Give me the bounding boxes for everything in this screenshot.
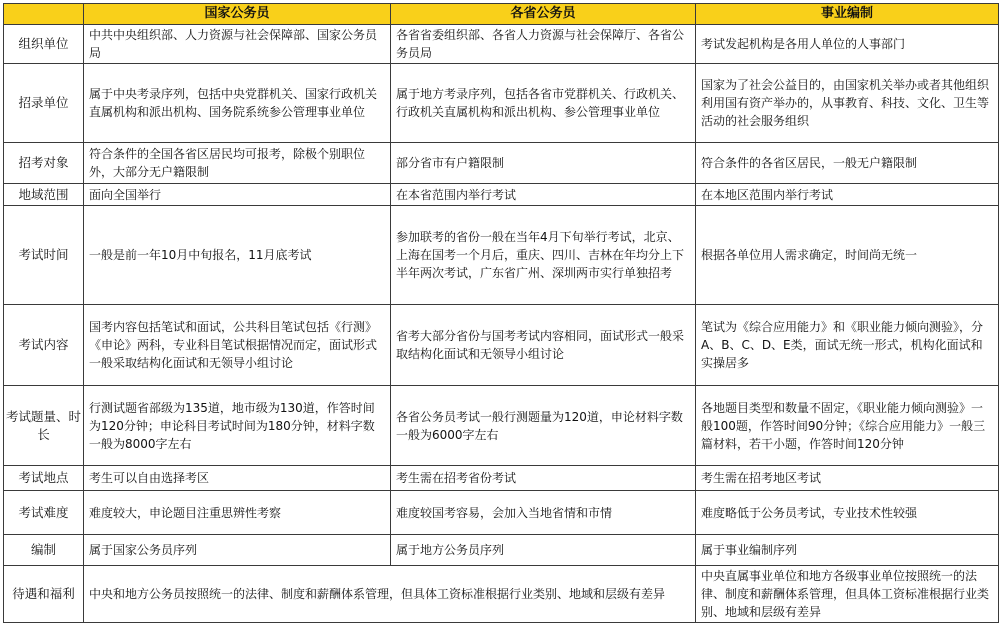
row-label: 招录单位 [4,64,84,143]
header-national: 国家公务员 [84,4,391,25]
header-provincial: 各省公务员 [391,4,696,25]
cell-institution: 难度略低于公务员考试，专业技术性较强 [696,491,999,535]
cell-institution: 中央直属事业单位和地方各级事业单位按照统一的法律、制度和薪酬体系管理，但具体工资标准根据行业类别、地域和层级有差异 [696,565,999,622]
table-row [4,25,999,64]
row-label: 考试题量、时长 [4,386,84,466]
table-row [4,465,999,490]
cell-national: 难度较大，申论题目注重思辨性考察 [84,491,391,535]
table-row [4,64,999,143]
table-row [4,565,999,622]
cell-institution: 符合条件的各省区居民，一般无户籍限制 [696,142,999,183]
cell-provincial: 属于地方考录序列，包括各省市党群机关、行政机关、行政机关直属机构和派出机构、参公管理事业单位 [391,64,696,143]
row-label: 地域范围 [4,184,84,206]
cell-national: 一般是前一年10月中旬报名，11月底考试 [84,206,391,305]
cell-national: 行测试题省部级为135道，地市级为130道，作答时间为120分钟；申论科目考试时间为180分钟，材料字数一般为8000字左右 [84,386,391,466]
cell-merged-civil-servant: 中央和地方公务员按照统一的法律、制度和薪酬体系管理，但具体工资标准根据行业类别、地域和层级有差异 [84,565,696,622]
cell-provincial: 各省省委组织部、各省人力资源与社会保障厅、各省公务员局 [391,25,696,64]
table-row [4,142,999,183]
cell-provincial: 省考大部分省份与国考考试内容相同，面试形式一般采取结构化面试和无领导小组讨论 [391,304,696,386]
row-label: 考试内容 [4,304,84,386]
cell-national: 面向全国举行 [84,184,391,206]
cell-national: 属于国家公务员序列 [84,535,391,565]
row-label: 组织单位 [4,25,84,64]
table-row [4,491,999,535]
cell-provincial: 属于地方公务员序列 [391,535,696,565]
cell-institution: 笔试为《综合应用能力》和《职业能力倾向测验》，分A、B、C、D、E类，面试无统一形式，机构化面试和实操居多 [696,304,999,386]
cell-provincial: 参加联考的省份一般在当年4月下旬举行考试，北京、上海在国考一个月后，重庆、四川、吉林在年均分上下半年两次考试，广东省广州、深圳两市实行单独招考 [391,206,696,305]
table-row [4,535,999,565]
cell-institution: 考生需在招考地区考试 [696,465,999,490]
table-row [4,206,999,305]
cell-national: 属于中央考录序列，包括中央党群机关、国家行政机关直属机构和派出机构、国务院系统参公管理事业单位 [84,64,391,143]
cell-provincial: 各省公务员考试一般行测题量为120道，申论材料字数一般为6000字左右 [391,386,696,466]
header-corner [4,4,84,25]
cell-national: 符合条件的全国各省区居民均可报考，除极个别职位外，大部分无户籍限制 [84,142,391,183]
row-label: 考试难度 [4,491,84,535]
row-label: 招考对象 [4,142,84,183]
cell-institution: 国家为了社会公益目的，由国家机关举办或者其他组织利用国有资产举办的，从事教育、科技、文化、卫生等活动的社会服务组织 [696,64,999,143]
table-row [4,304,999,386]
row-label: 考试地点 [4,465,84,490]
cell-institution: 各地题目类型和数量不固定，《职业能力倾向测验》一般100题，作答时间90分钟；《综合应用能力》一般三篇材料，若干小题，作答时间120分钟 [696,386,999,466]
cell-provincial: 部分省市有户籍限制 [391,142,696,183]
cell-provincial: 在本省范围内举行考试 [391,184,696,206]
cell-national: 考生可以自由选择考区 [84,465,391,490]
cell-national: 国考内容包括笔试和面试，公共科目笔试包括《行测》《申论》两科，专业科目笔试根据情况而定，面试形式一般采取结构化面试和无领导小组讨论 [84,304,391,386]
cell-provincial: 难度较国考容易，会加入当地省情和市情 [391,491,696,535]
cell-institution: 属于事业编制序列 [696,535,999,565]
comparison-table [3,3,999,623]
cell-institution: 考试发起机构是各用人单位的人事部门 [696,25,999,64]
row-label: 待遇和福利 [4,565,84,622]
cell-institution: 根据各单位用人需求确定，时间尚无统一 [696,206,999,305]
row-label: 考试时间 [4,206,84,305]
header-institution: 事业编制 [696,4,999,25]
row-label: 编制 [4,535,84,565]
cell-national: 中共中央组织部、人力资源与社会保障部、国家公务员局 [84,25,391,64]
cell-institution: 在本地区范围内举行考试 [696,184,999,206]
table-row [4,184,999,206]
header-row [4,4,999,25]
cell-provincial: 考生需在招考省份考试 [391,465,696,490]
table-row [4,386,999,466]
